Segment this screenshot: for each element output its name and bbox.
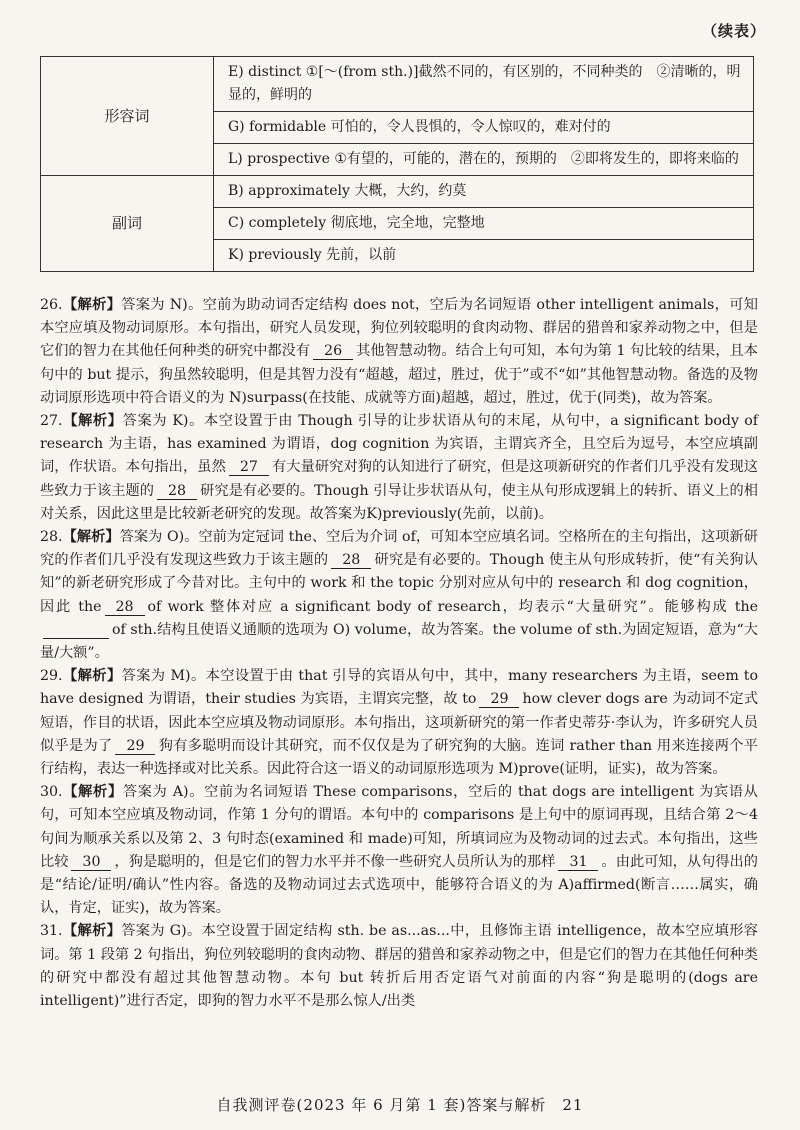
answer-blank: 29 (479, 691, 519, 708)
answer-blank (43, 622, 109, 639)
page-footer: 自我测评卷(2023 年 6 月第 1 套)答案与解析 21 (216, 1096, 584, 1114)
analysis-text: 答案为 M)。本空设置于由 that 引导的宾语从句中，其中，many researchers 为主语，seem to have designed 为谓语，their studies 为宾语，主谓宾完整，故 to (40, 668, 758, 708)
item-number: 30. (40, 784, 63, 801)
answer-blank: 26 (313, 343, 353, 360)
analysis-text: 答案为 G)。本空设置于固定结构 sth. be as...as...中，且修饰主语 intelligence，故本空应填形容词。第 1 段第 2 句指出，狗位列较聪明的食肉动物、群居的猎兽和家养动物之中，但是它们的智力在其他任何种类的研究中都没有超过其他智慧动物。本句 but 转折后用否定语气对前面的内容“狗是聪明的(dogs are intelligent)”进行否定，即狗的智力水平不是那么惊人/出类 (40, 923, 758, 1010)
analysis-text: ，狗是聪明的，但是它们的智力水平并不像一些研究人员所认为的那样 (114, 853, 556, 870)
analysis-item (40, 410, 758, 526)
analysis-tag: 【解析】 (62, 413, 123, 430)
analysis-text: 答案为 O)。空前为定冠词 the、空后为介词 of，可知本空应填名词。空格所在的主句指出，这项新研究的作者们几乎没有发现这些致力于该主题的 (40, 529, 758, 569)
analysis-tag: 【解析】 (62, 529, 120, 546)
item-number: 29. (40, 668, 63, 685)
vocab-entry: K) previously 先前，以前 (214, 240, 754, 272)
analysis-tag: 【解析】 (62, 923, 122, 940)
vocab-entry: L) prospective ①有望的，可能的，潜在的，预期的 ②即将发生的，即将来临的 (214, 144, 754, 176)
analysis-text: 答案为 N)。空前为助动词否定结构 does not，空后为名词短语 other intelligent animals，可知本空应填及物动词原形。本句指出，研究人员发现，狗位列较聪明的食肉动物、群居的猎兽和家养动物之中，但是它们的智力在其他任何种类的研究中都没有 (40, 297, 758, 360)
vocabulary-table (40, 56, 754, 272)
vocab-entry: E) distinct ①[～(from sth.)]截然不同的，有区别的，不同种类的 ②清晰的，明显的，鲜明的 (214, 57, 754, 112)
item-number: 28. (40, 529, 63, 546)
answer-blank: 29 (115, 738, 155, 755)
category-cell: 副词 (41, 176, 214, 272)
analysis-text: 研究是有必要的。Though 引导让步状语从句，使主从句形成逻辑上的转折、语义上的相对关系，因此这里是比较新老研究的发现。故答案为K)previously(先前，以前)。 (40, 482, 758, 522)
analysis-tag: 【解析】 (62, 784, 123, 801)
analysis-tag: 【解析】 (62, 297, 122, 313)
analysis-text: 。由此可知，从句得出的是“结论/证明/确认”性内容。备选的及物动词过去式选项中，能够符合语义的为 A)affirmed(断言……属实，确认，肯定，证实)，故为答案。 (40, 853, 758, 917)
vocab-entry: B) approximately 大概，大约，约莫 (214, 176, 754, 208)
answer-blank: 27 (229, 459, 269, 476)
answer-blank: 30 (71, 854, 111, 871)
vocab-entry: G) formidable 可怕的，令人畏惧的，令人惊叹的，难对付的 (214, 112, 754, 144)
analysis-text: of work 整体对应 a significant body of research，均表示“大量研究”。能够构成 the (147, 598, 758, 615)
item-number: 27. (40, 413, 63, 430)
item-number: 26. (40, 297, 63, 313)
category-cell: 形容词 (41, 57, 214, 176)
analysis-text: 答案为 A)。空前为名词短语 These comparisons，空后的 that dogs are intelligent 为宾语从句，可知本空应填及物动词，作第 1 分句的谓语。本句中的 comparisons 是上句中的原词再现，且结合第 2～4 句间为顺承关系以及第 2、3 句时态(examined 和 made)可知，所填词应为及物动词的过去式。本句指出，这些比较 (40, 784, 758, 870)
analysis-text: 狗有多聪明而设计其研究，而不仅仅是为了研究狗的大脑。连词 rather than 用来连接两个平行结构，表达一种选择或对比关系。因此符合这一语义的动词原形选项为 M)prove(证明，证实)，故为答案。 (40, 737, 758, 778)
analysis-item (40, 294, 758, 410)
analysis-item (40, 526, 758, 665)
table-row (41, 176, 754, 208)
analysis-item (40, 920, 758, 1013)
answer-blank: 28 (157, 483, 197, 500)
vocab-entry: C) completely 彻底地，完全地，完整地 (214, 208, 754, 240)
analysis-text: 答案为 K)。本空设置于由 Though 引导的让步状语从句的末尾，从句中，a significant body of research 为主语，has examined 为谓语，dog cognition 为宾语，主谓宾齐全，且空后为逗号，本空应填副词，作状语。本句指出，虽然 (40, 413, 758, 476)
analysis-text: 其他智慧动物。结合上句可知，本句为第 1 句比较的结果，且本句中的 but 提示，狗虽然较聪明，但是其智力没有“超越，超过，胜过，优于”或不“如”其他智慧动物。备选的及物动词原形选项中符合语义的为 N)surpass(在技能、成就等方面)超越，超过，胜过，优于(同类)，故为答案。 (40, 343, 758, 406)
continued-label: （续表） (701, 22, 766, 40)
answer-blank: 28 (331, 552, 371, 569)
analysis-text: of sth.结构且使语义通顺的选项为 O) volume，故为答案。the volume of sth.为固定短语，意为“大量/大额”。 (40, 621, 758, 662)
analysis-item (40, 781, 758, 920)
analysis-text: how clever dogs are 为动词不定式短语，作目的状语，因此本空应填及物动词原形。本句指出，这项新研究的第一作者史蒂芬·李认为，许多研究人员似乎是为了 (40, 691, 759, 754)
analysis-item (40, 665, 758, 781)
answer-blank: 28 (105, 599, 145, 616)
analysis-text: 研究是有必要的。Though 使主从句形成转折，使“有关狗认知”的新老研究形成了今昔对比。主句中的 work 和 the topic 分别对应从句中的 research 和 dog cognition，因此 the (40, 552, 758, 615)
analysis-tag: 【解析】 (62, 668, 122, 685)
item-number: 31. (40, 923, 63, 940)
analysis-text: 有大量研究对狗的认知进行了研究，但是这项新研究的作者们几乎没有发现这些致力于该主题的 (40, 459, 758, 499)
analysis-section (40, 294, 758, 1013)
table-row (41, 57, 754, 112)
answer-blank: 31 (558, 854, 598, 871)
